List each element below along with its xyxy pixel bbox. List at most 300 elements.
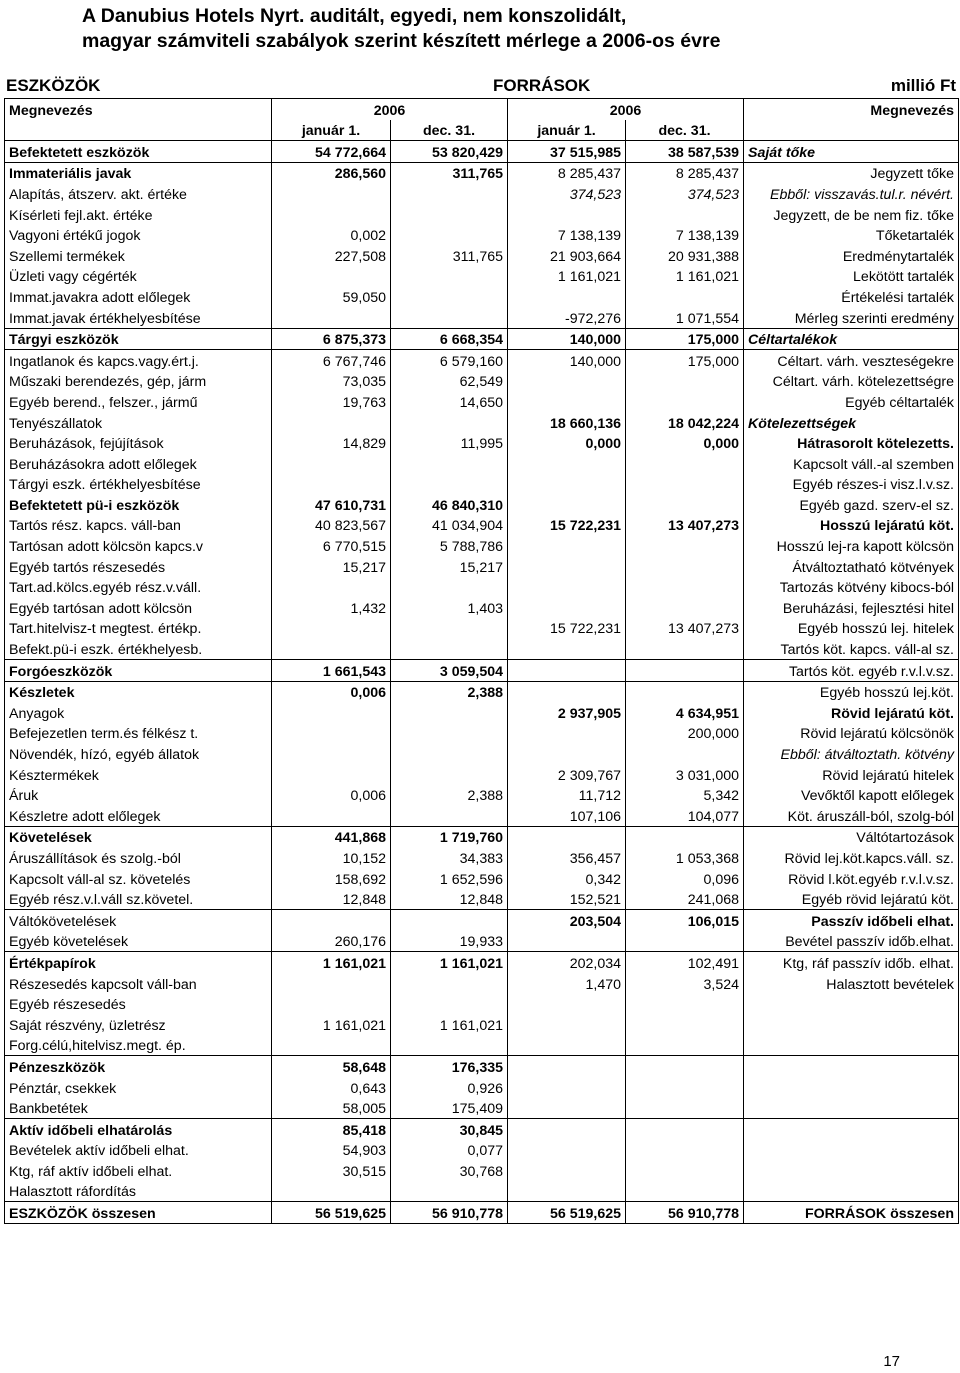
asset-dec-value [391, 225, 508, 246]
asset-name: ESZKÖZÖK összesen [5, 1202, 272, 1224]
liability-name: Céltartalékok [744, 328, 959, 350]
liability-dec-value [626, 994, 744, 1015]
liability-dec-value: 4 634,951 [626, 702, 744, 723]
liability-jan-value [508, 204, 626, 225]
liability-jan-value: 15 722,231 [508, 618, 626, 639]
table-row [5, 577, 959, 598]
table-row [5, 1160, 959, 1181]
asset-name: Egyéb tartós részesedés [5, 556, 272, 577]
asset-dec-value [391, 474, 508, 495]
asset-dec-value [391, 723, 508, 744]
asset-name: Vagyoni értékű jogok [5, 225, 272, 246]
asset-name: Forg.célú,hitelvisz.megt. ép. [5, 1035, 272, 1056]
asset-name: Kísérleti fejl.akt. értéke [5, 204, 272, 225]
asset-jan-value [272, 743, 391, 764]
table-row [5, 535, 959, 556]
liability-dec-value: 8 285,437 [626, 162, 744, 183]
asset-name: Beruházásokra adott előlegek [5, 453, 272, 474]
asset-jan-value [272, 183, 391, 204]
liability-dec-value [626, 1056, 744, 1077]
liability-name: Eredménytartalék [744, 245, 959, 266]
table-row [5, 826, 959, 847]
table-row [5, 204, 959, 225]
table-row [5, 494, 959, 515]
liability-name: Kötelezettségek [744, 412, 959, 433]
asset-name: Váltókövetelések [5, 910, 272, 931]
asset-name: Beruházások, fejújítások [5, 433, 272, 454]
asset-dec-value [391, 973, 508, 994]
table-row [5, 681, 959, 702]
table-row [5, 889, 959, 910]
asset-dec-value: 30,768 [391, 1160, 508, 1181]
asset-name: Készletre adott előlegek [5, 805, 272, 826]
asset-jan-value [272, 204, 391, 225]
asset-jan-value: 12,848 [272, 889, 391, 910]
asset-name: Egyéb rész.v.l.váll sz.követel. [5, 889, 272, 910]
asset-name: Bevételek aktív időbeli elhat. [5, 1140, 272, 1161]
liability-name [744, 1056, 959, 1077]
liability-dec-value [626, 474, 744, 495]
liability-name: Bevétel passzív időb.elhat. [744, 931, 959, 952]
table-row [5, 910, 959, 931]
liability-dec-value: 5,342 [626, 785, 744, 806]
asset-name: Tartósan adott kölcsön kapcs.v [5, 535, 272, 556]
liability-jan-value: 56 519,625 [508, 1202, 626, 1224]
header-row-years [5, 99, 959, 120]
table-row [5, 1119, 959, 1140]
liability-jan-value: 202,034 [508, 952, 626, 973]
liability-jan-value [508, 638, 626, 659]
asset-dec-value [391, 910, 508, 931]
asset-jan-value: 1 661,543 [272, 660, 391, 682]
liability-name: Egyéb hosszú lej.köt. [744, 681, 959, 702]
liability-dec-value: 1 071,554 [626, 307, 744, 328]
title-line-1: A Danubius Hotels Nyrt. auditált, egyedi, nem konszolidált, [82, 5, 627, 27]
table-row [5, 391, 959, 412]
liability-name: Rövid lej.köt.kapcs.váll. sz. [744, 847, 959, 868]
asset-jan-value: 0,006 [272, 785, 391, 806]
liability-jan-value: 1,470 [508, 973, 626, 994]
asset-dec-value [391, 307, 508, 328]
liability-dec-value: 200,000 [626, 723, 744, 744]
asset-jan-value: 1,432 [272, 597, 391, 618]
liability-name: Saját tőke [744, 141, 959, 163]
liability-dec-value: 374,523 [626, 183, 744, 204]
liability-jan-value: 18 660,136 [508, 412, 626, 433]
liability-name: Ebből: visszavás.tul.r. névért. [744, 183, 959, 204]
liability-dec-value [626, 1119, 744, 1140]
liability-name: Hosszú lej-ra kapott kölcsön [744, 535, 959, 556]
asset-name: Követelések [5, 826, 272, 847]
liability-jan-value [508, 660, 626, 682]
liability-dec-value: 104,077 [626, 805, 744, 826]
asset-name: Ingatlanok és kapcs.vagy.ért.j. [5, 350, 272, 371]
liability-jan-value [508, 1035, 626, 1056]
unit-label: millió Ft [890, 76, 956, 95]
asset-dec-value: 6 668,354 [391, 328, 508, 350]
table-row [5, 973, 959, 994]
liability-dec-value: 1 053,368 [626, 847, 744, 868]
asset-jan-value: 73,035 [272, 371, 391, 392]
liability-jan-value [508, 1056, 626, 1077]
liability-dec-value [626, 1181, 744, 1202]
asset-jan-value [272, 618, 391, 639]
liability-name [744, 1160, 959, 1181]
asset-jan-value: 158,692 [272, 868, 391, 889]
asset-dec-value [391, 1035, 508, 1056]
table-row [5, 286, 959, 307]
liability-name: Halasztott bevételek [744, 973, 959, 994]
liability-jan-value [508, 743, 626, 764]
liability-dec-value [626, 1140, 744, 1161]
liability-jan-value: 152,521 [508, 889, 626, 910]
table-row [5, 1056, 959, 1077]
liability-jan-value [508, 681, 626, 702]
asset-name: Üzleti vagy cégérték [5, 266, 272, 287]
header-date-2: dec. 31. [391, 120, 508, 141]
asset-dec-value: 1 161,021 [391, 1014, 508, 1035]
asset-name: Késztermékek [5, 764, 272, 785]
asset-dec-value: 15,217 [391, 556, 508, 577]
asset-jan-value [272, 973, 391, 994]
liability-name: Egyéb rövid lejáratú köt. [744, 889, 959, 910]
liability-jan-value: 0,342 [508, 868, 626, 889]
asset-dec-value: 2,388 [391, 785, 508, 806]
asset-dec-value [391, 286, 508, 307]
asset-jan-value: 286,560 [272, 162, 391, 183]
asset-jan-value: 59,050 [272, 286, 391, 307]
asset-dec-value [391, 764, 508, 785]
liability-dec-value: 13 407,273 [626, 618, 744, 639]
liability-name: Váltótartozások [744, 826, 959, 847]
table-row [5, 453, 959, 474]
liability-name: Tartós köt. egyéb r.v.l.v.sz. [744, 660, 959, 682]
table-row [5, 433, 959, 454]
liability-name: Egyéb céltartalék [744, 391, 959, 412]
liability-jan-value [508, 1119, 626, 1140]
header-date-1: január 1. [272, 120, 391, 141]
asset-name: Értékpapírok [5, 952, 272, 973]
asset-dec-value: 62,549 [391, 371, 508, 392]
asset-name: Alapítás, átszerv. akt. értéke [5, 183, 272, 204]
asset-jan-value: 0,002 [272, 225, 391, 246]
asset-name: Befekt.pü-i eszk. értékhelyesb. [5, 638, 272, 659]
liability-jan-value [508, 494, 626, 515]
liability-dec-value: 0,096 [626, 868, 744, 889]
asset-dec-value [391, 702, 508, 723]
liability-name: Hátrasorolt kötelezetts. [744, 433, 959, 454]
liability-dec-value [626, 1077, 744, 1098]
liability-name [744, 1014, 959, 1035]
assets-header: ESZKÖZÖK [6, 76, 101, 95]
table-row [5, 847, 959, 868]
asset-jan-value [272, 307, 391, 328]
asset-name: Tart.ad.kölcs.egyéb rész.v.váll. [5, 577, 272, 598]
asset-jan-value: 0,643 [272, 1077, 391, 1098]
asset-jan-value [272, 1035, 391, 1056]
asset-name: Aktív időbeli elhatárolás [5, 1119, 272, 1140]
liability-jan-value [508, 371, 626, 392]
liability-name [744, 1119, 959, 1140]
balance-sheet-table [4, 98, 959, 1224]
asset-jan-value [272, 994, 391, 1015]
document-title [82, 4, 720, 54]
liability-name: Köt. áruszáll-ból, szolg-ból [744, 805, 959, 826]
header-year-right: 2006 [508, 99, 744, 120]
liability-dec-value [626, 556, 744, 577]
asset-dec-value [391, 412, 508, 433]
liability-jan-value [508, 1160, 626, 1181]
asset-dec-value: 1 161,021 [391, 952, 508, 973]
liability-name [744, 1077, 959, 1098]
asset-jan-value: 47 610,731 [272, 494, 391, 515]
asset-jan-value [272, 702, 391, 723]
asset-name: Tart.hitelvisz-t megtest. értékp. [5, 618, 272, 639]
asset-name: Befektetett pü-i eszközök [5, 494, 272, 515]
asset-jan-value: 30,515 [272, 1160, 391, 1181]
liability-jan-value [508, 453, 626, 474]
table-row [5, 474, 959, 495]
liability-name: Vevőktől kapott előlegek [744, 785, 959, 806]
asset-name: Műszaki berendezés, gép, járm [5, 371, 272, 392]
table-row [5, 515, 959, 536]
table-row [5, 723, 959, 744]
table-row [5, 1098, 959, 1119]
table-row [5, 785, 959, 806]
asset-dec-value: 0,926 [391, 1077, 508, 1098]
table-row [5, 1140, 959, 1161]
asset-dec-value: 41 034,904 [391, 515, 508, 536]
asset-jan-value: 85,418 [272, 1119, 391, 1140]
table-row [5, 1181, 959, 1202]
asset-name: Szellemi termékek [5, 245, 272, 266]
asset-jan-value: 1 161,021 [272, 1014, 391, 1035]
liabilities-header: FORRÁSOK [493, 76, 591, 95]
asset-jan-value [272, 638, 391, 659]
liability-name: Átváltoztatható kötvények [744, 556, 959, 577]
liability-jan-value: 11,712 [508, 785, 626, 806]
table-row [5, 660, 959, 682]
liability-dec-value [626, 204, 744, 225]
asset-name: Növendék, hízó, egyéb állatok [5, 743, 272, 764]
table-row [5, 225, 959, 246]
liability-dec-value [626, 638, 744, 659]
asset-name: Anyagok [5, 702, 272, 723]
liability-jan-value: 140,000 [508, 350, 626, 371]
asset-name: Tárgyi eszk. értékhelyesbítése [5, 474, 272, 495]
liability-dec-value [626, 391, 744, 412]
liability-name: Céltart. várh. veszteségekre [744, 350, 959, 371]
liability-name: Mérleg szerinti eredmény [744, 307, 959, 328]
liability-jan-value: 37 515,985 [508, 141, 626, 163]
table-row [5, 266, 959, 287]
asset-jan-value: 441,868 [272, 826, 391, 847]
asset-name: Készletek [5, 681, 272, 702]
asset-dec-value: 12,848 [391, 889, 508, 910]
liability-name [744, 1035, 959, 1056]
asset-name: Saját részvény, üzletrész [5, 1014, 272, 1035]
liability-dec-value [626, 681, 744, 702]
liability-dec-value [626, 931, 744, 952]
asset-jan-value [272, 453, 391, 474]
asset-name: Halasztott ráfordítás [5, 1181, 272, 1202]
asset-name: Egyéb részesedés [5, 994, 272, 1015]
asset-dec-value: 30,845 [391, 1119, 508, 1140]
asset-jan-value: 54 772,664 [272, 141, 391, 163]
liability-dec-value [626, 660, 744, 682]
liability-dec-value [626, 597, 744, 618]
liability-dec-value [626, 286, 744, 307]
asset-jan-value [272, 805, 391, 826]
liability-dec-value: 13 407,273 [626, 515, 744, 536]
asset-jan-value: 54,903 [272, 1140, 391, 1161]
asset-name: Áruszállítások és szolg.-ból [5, 847, 272, 868]
table-row [5, 931, 959, 952]
liability-jan-value [508, 535, 626, 556]
liability-name: Rövid lejáratú hitelek [744, 764, 959, 785]
asset-name: Immat.javakra adott előlegek [5, 286, 272, 307]
liability-jan-value: 140,000 [508, 328, 626, 350]
liability-name: Ktg, ráf passzív időb. elhat. [744, 952, 959, 973]
liability-dec-value [626, 826, 744, 847]
asset-jan-value [272, 474, 391, 495]
asset-dec-value: 3 059,504 [391, 660, 508, 682]
title-line-2: magyar számviteli szabályok szerint készített mérlege a 2006-os évre [82, 30, 721, 52]
asset-name: Befejezetlen term.és félkész t. [5, 723, 272, 744]
table-row [5, 162, 959, 183]
liability-name: Jegyzett tőke [744, 162, 959, 183]
liability-dec-value [626, 577, 744, 598]
liability-jan-value: 107,106 [508, 805, 626, 826]
liability-jan-value [508, 994, 626, 1015]
asset-jan-value: 15,217 [272, 556, 391, 577]
liability-dec-value: 3 031,000 [626, 764, 744, 785]
table-row [5, 994, 959, 1015]
asset-dec-value: 311,765 [391, 162, 508, 183]
table-row [5, 1014, 959, 1035]
asset-dec-value [391, 453, 508, 474]
asset-dec-value [391, 204, 508, 225]
asset-jan-value [272, 723, 391, 744]
table-row [5, 328, 959, 350]
liability-dec-value [626, 453, 744, 474]
asset-dec-value [391, 994, 508, 1015]
liability-dec-value [626, 1014, 744, 1035]
liability-dec-value: 241,068 [626, 889, 744, 910]
liability-jan-value: 7 138,139 [508, 225, 626, 246]
table-row [5, 245, 959, 266]
table-row [5, 371, 959, 392]
asset-dec-value: 11,995 [391, 433, 508, 454]
liability-name: Hosszú lejáratú köt. [744, 515, 959, 536]
liability-jan-value [508, 556, 626, 577]
asset-jan-value: 10,152 [272, 847, 391, 868]
asset-jan-value [272, 412, 391, 433]
liability-name: Rövid lejáratú kölcsönök [744, 723, 959, 744]
table-row [5, 764, 959, 785]
header-name-left: Megnevezés [5, 99, 272, 120]
liability-name: FORRÁSOK összesen [744, 1202, 959, 1224]
asset-name: Bankbetétek [5, 1098, 272, 1119]
liability-jan-value: 203,504 [508, 910, 626, 931]
table-row [5, 952, 959, 973]
liability-name: Tartós köt. kapcs. váll-al sz. [744, 638, 959, 659]
liability-dec-value: 38 587,539 [626, 141, 744, 163]
asset-dec-value: 6 579,160 [391, 350, 508, 371]
page-number: 17 [883, 1353, 900, 1370]
asset-dec-value [391, 638, 508, 659]
asset-dec-value [391, 743, 508, 764]
liability-dec-value [626, 494, 744, 515]
asset-dec-value: 2,388 [391, 681, 508, 702]
liability-dec-value [626, 743, 744, 764]
asset-name: Immat.javak értékhelyesbítése [5, 307, 272, 328]
table-row [5, 597, 959, 618]
asset-name: Pénztár, csekkek [5, 1077, 272, 1098]
liability-name: Ebből: átváltoztath. kötvény [744, 743, 959, 764]
asset-dec-value: 14,650 [391, 391, 508, 412]
header-row-dates [5, 120, 959, 141]
liability-name: Egyéb részes-i visz.l.v.sz. [744, 474, 959, 495]
liability-jan-value: -972,276 [508, 307, 626, 328]
liability-dec-value: 20 931,388 [626, 245, 744, 266]
asset-jan-value: 14,829 [272, 433, 391, 454]
liability-dec-value [626, 535, 744, 556]
asset-dec-value: 0,077 [391, 1140, 508, 1161]
asset-name: Tenyészállatok [5, 412, 272, 433]
liability-jan-value [508, 474, 626, 495]
asset-jan-value: 6 770,515 [272, 535, 391, 556]
asset-dec-value: 5 788,786 [391, 535, 508, 556]
table-row [5, 618, 959, 639]
asset-dec-value: 53 820,429 [391, 141, 508, 163]
liability-jan-value: 0,000 [508, 433, 626, 454]
asset-dec-value: 1,403 [391, 597, 508, 618]
liability-jan-value [508, 931, 626, 952]
liability-jan-value: 2 309,767 [508, 764, 626, 785]
asset-name: Egyéb tartósan adott kölcsön [5, 597, 272, 618]
liability-name: Tőketartalék [744, 225, 959, 246]
asset-dec-value [391, 266, 508, 287]
asset-jan-value [272, 1181, 391, 1202]
liability-name: Rövid lejáratú köt. [744, 702, 959, 723]
asset-name: Tárgyi eszközök [5, 328, 272, 350]
asset-dec-value: 1 652,596 [391, 868, 508, 889]
liability-dec-value: 56 910,778 [626, 1202, 744, 1224]
asset-jan-value: 227,508 [272, 245, 391, 266]
liability-jan-value: 2 937,905 [508, 702, 626, 723]
liability-name: Rövid l.köt.egyéb r.v.l.v.sz. [744, 868, 959, 889]
asset-name: Kapcsolt váll-al sz. követelés [5, 868, 272, 889]
table-row [5, 805, 959, 826]
table-row [5, 702, 959, 723]
table-row [5, 868, 959, 889]
table-row [5, 743, 959, 764]
asset-dec-value: 1 719,760 [391, 826, 508, 847]
liability-dec-value: 106,015 [626, 910, 744, 931]
asset-dec-value: 34,383 [391, 847, 508, 868]
asset-name: Részesedés kapcsolt váll-ban [5, 973, 272, 994]
asset-dec-value: 175,409 [391, 1098, 508, 1119]
liability-name: Kapcsolt váll.-al szemben [744, 453, 959, 474]
liability-jan-value [508, 1014, 626, 1035]
asset-jan-value [272, 266, 391, 287]
liability-jan-value: 15 722,231 [508, 515, 626, 536]
asset-jan-value: 1 161,021 [272, 952, 391, 973]
liability-dec-value: 7 138,139 [626, 225, 744, 246]
asset-jan-value: 58,648 [272, 1056, 391, 1077]
liability-jan-value: 21 903,664 [508, 245, 626, 266]
